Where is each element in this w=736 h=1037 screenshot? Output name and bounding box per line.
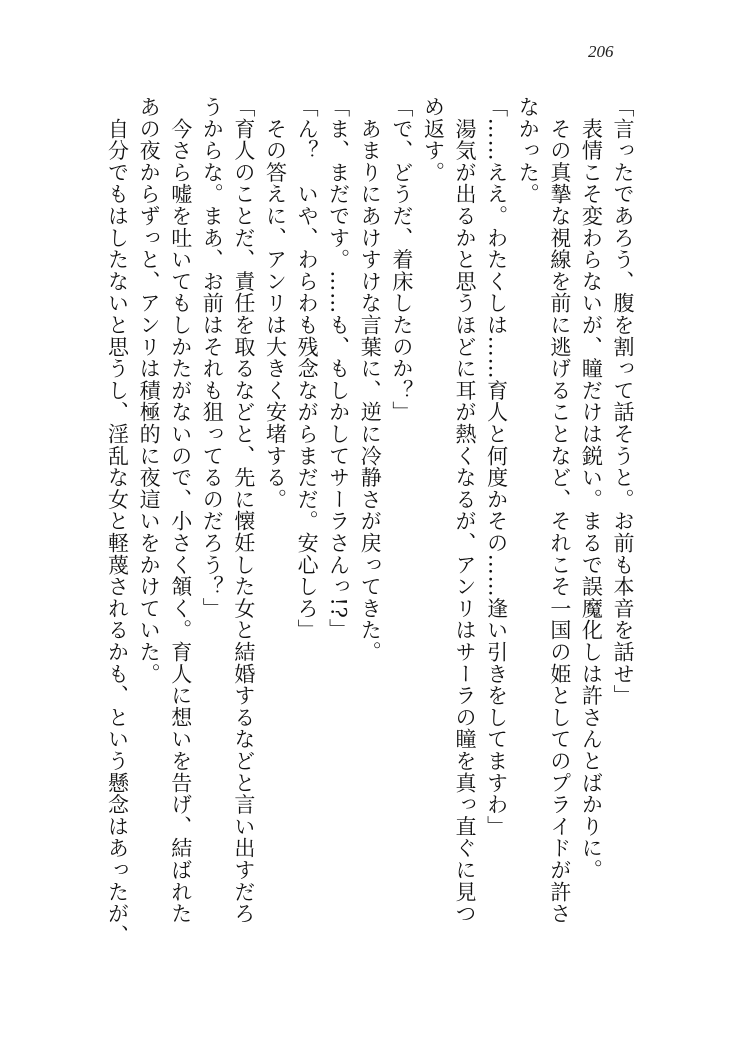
- text-line: め返す。: [421, 96, 446, 184]
- text-line: 「育人のことだ、責任を取るなどと、先に懐妊した女と結婚するなどと言い出すだろ: [231, 96, 256, 925]
- page-number: 206: [588, 42, 614, 61]
- text-line: その真摯な視線を前に逃げることなど、それこそ一国の姫としてのプライドが許さ: [547, 96, 572, 925]
- text-line: 表情こそ変わらないが、瞳だけは鋭い。まるで誤魔化しは許さんとばかりに。: [579, 96, 604, 881]
- text-line: 「言ったであろう、腹を割って話そうと。お前も本音を話せ」: [611, 96, 635, 707]
- text-line: その答えに、アンリは大きく安堵する。: [263, 96, 288, 511]
- text-line: 今さら嘘を吐いてもしかたがないので、小さく頷く。育人に想いを告げ、結ばれた: [168, 96, 193, 925]
- text-line: あの夜からずっと、アンリは積極的に夜這いをかけていた。: [137, 96, 162, 685]
- text-line: 「で、どうだ、着床したのか？」: [389, 96, 414, 423]
- vertical-text-body: [101, 96, 638, 976]
- text-line: 自分でもはしたないと思うし、淫乱な女と軽蔑されるかも、という懸念はあったが、: [105, 96, 130, 947]
- text-line: 湯気が出るかと思うほどに耳が熱くなるが、アンリはサーラの瞳を真っ直ぐに見つ: [453, 96, 478, 925]
- text-line: 「……ええ。わたくしは……育人と何度かその……逢い引きをしてますわ」: [484, 96, 509, 838]
- text-line: あまりにあけすけな言葉に、逆に冷静さが戻ってきた。: [358, 96, 383, 663]
- text-line: 「ん？ いや、わらわも残念ながらまだだ。安心しろ」: [295, 96, 320, 641]
- text-line: なかった。: [516, 96, 541, 205]
- text-line: 「ま、まだです。……も、もしかしてサーラさんっ!?」: [326, 96, 351, 641]
- text-line: うからな。まあ、お前はそれも狙ってるのだろう？」: [200, 96, 225, 620]
